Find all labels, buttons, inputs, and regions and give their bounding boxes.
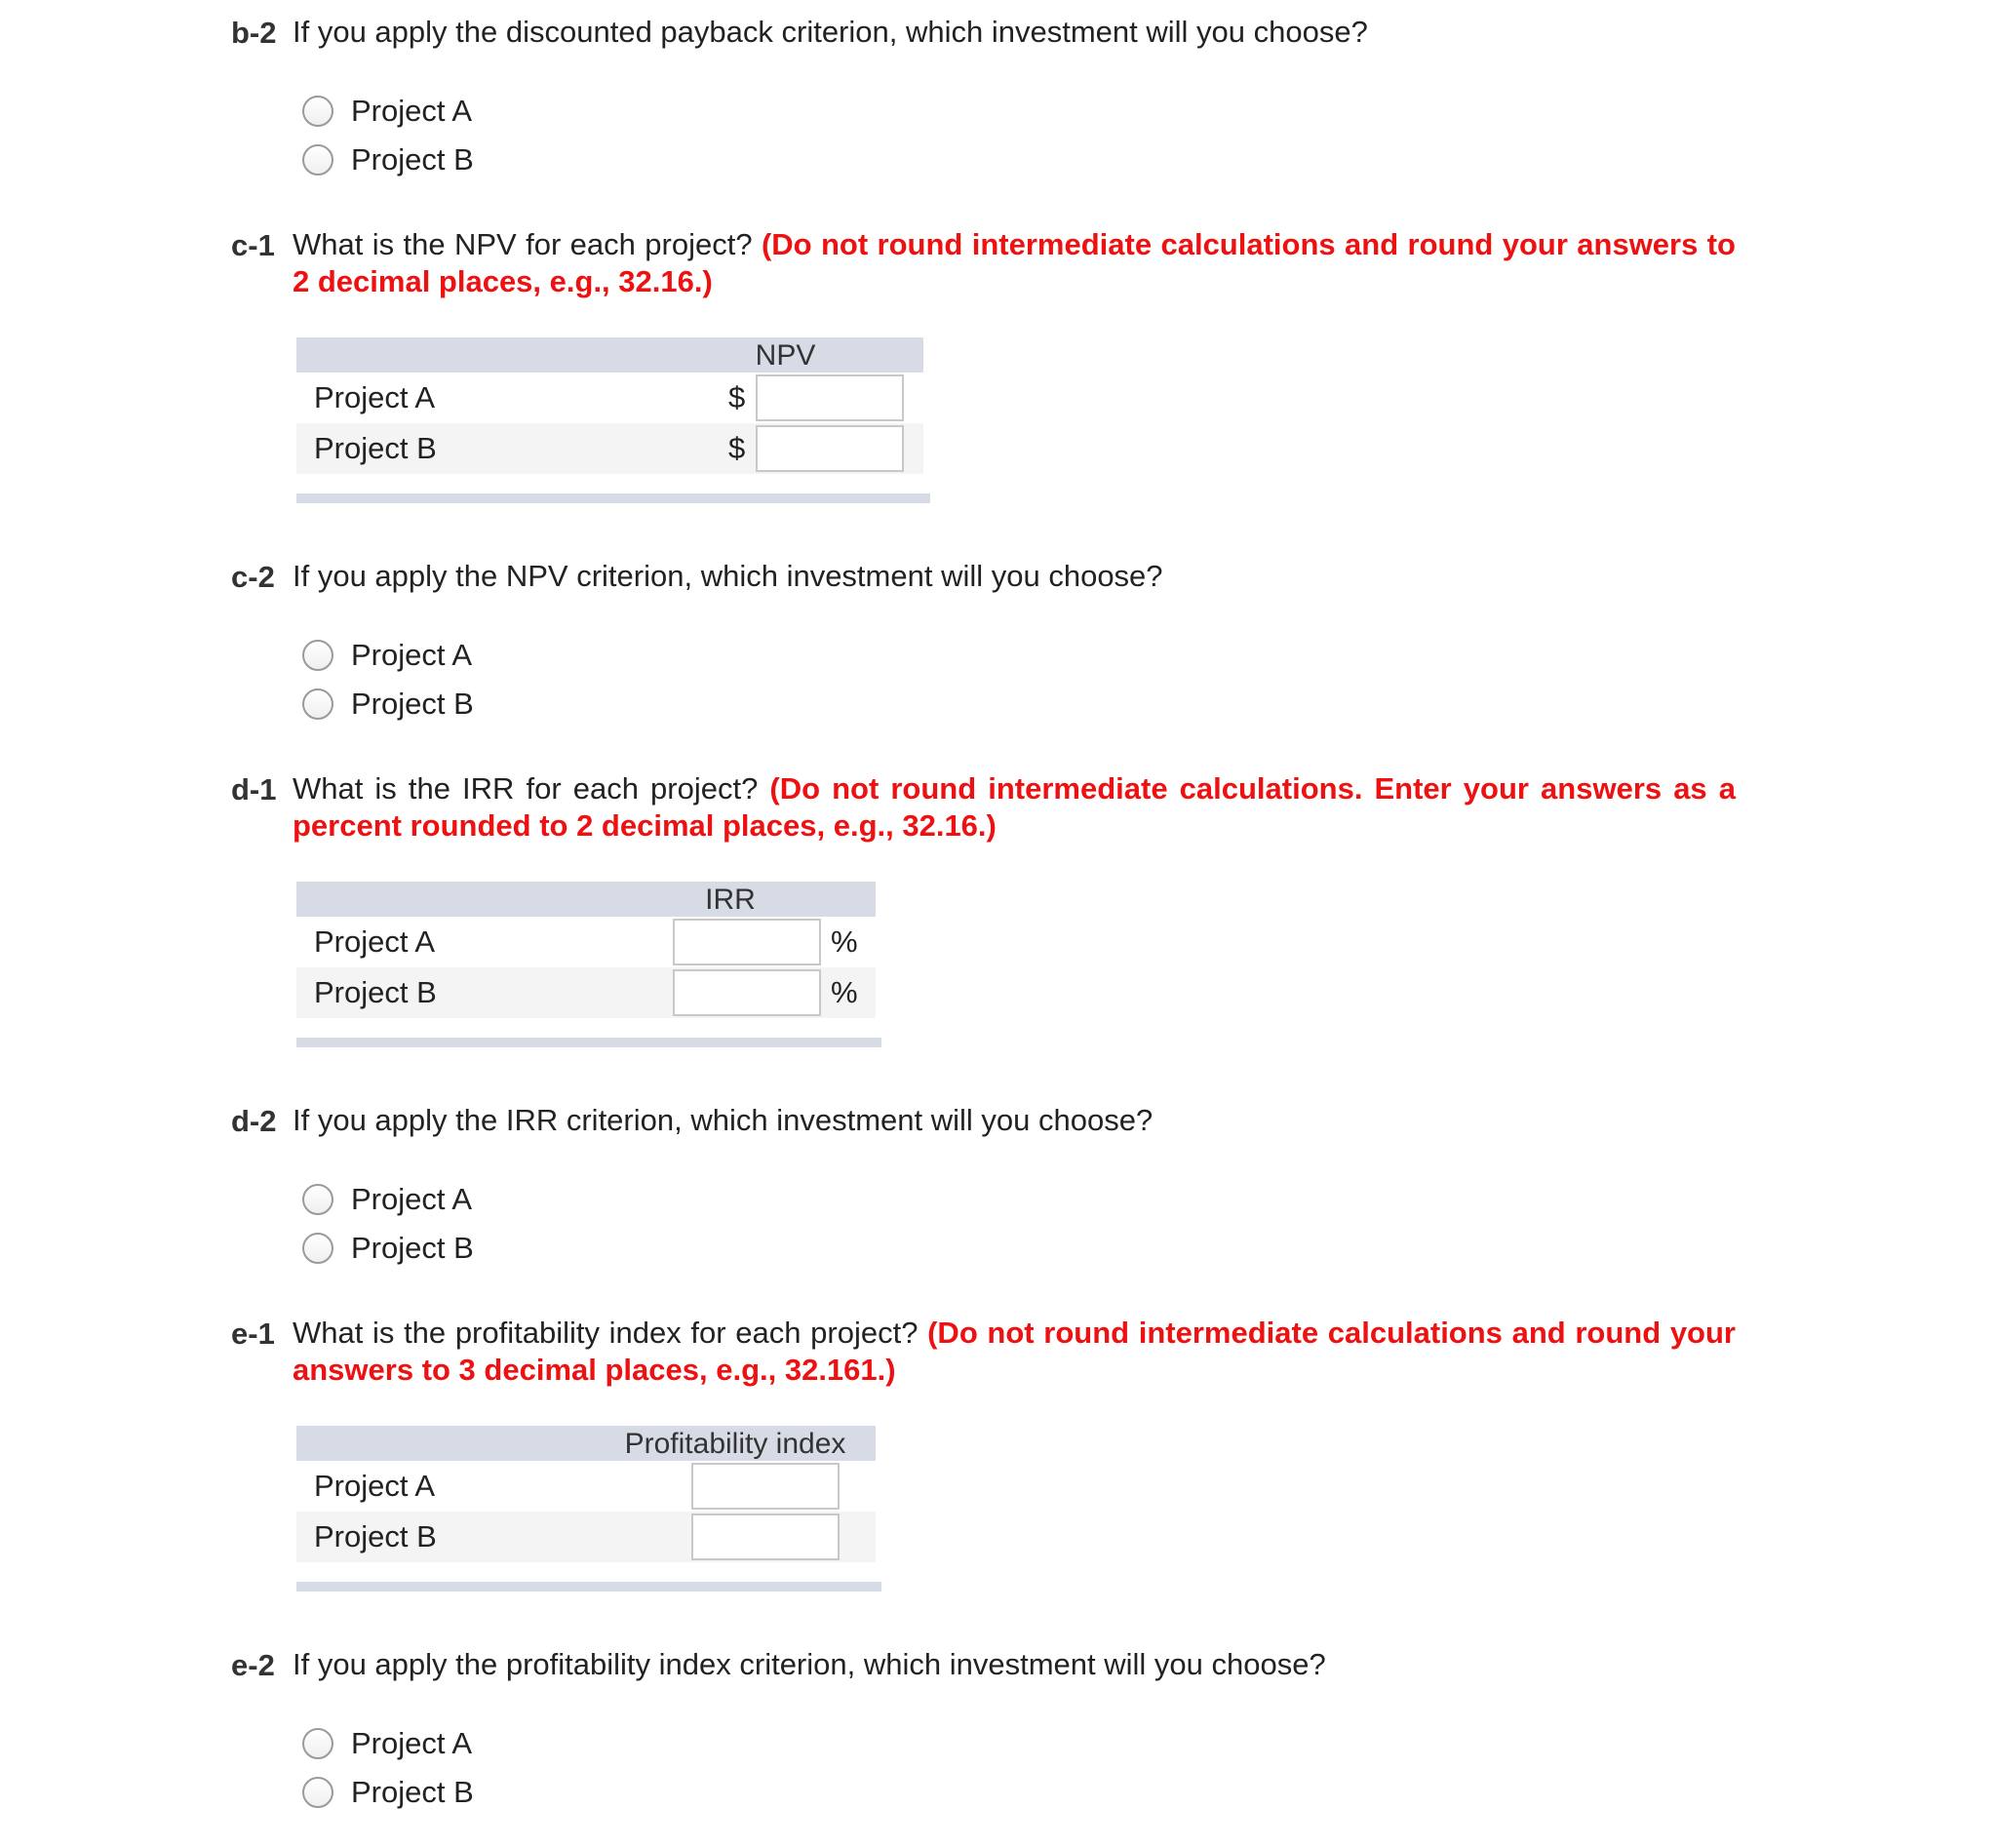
radio-label: Project A <box>351 638 473 672</box>
question-label-e2: e-2 <box>231 1648 275 1682</box>
column-header-irr: IRR <box>705 884 756 916</box>
radio-label: Project B <box>351 1775 474 1809</box>
radio-option-c2-project-a[interactable] <box>302 636 472 675</box>
radio-option-b2-project-a[interactable] <box>302 92 472 131</box>
question-label-c1: c-1 <box>231 228 275 262</box>
radio-button-icon[interactable] <box>302 640 333 671</box>
radio-option-d2-project-b[interactable] <box>302 1229 474 1268</box>
question-text-c2: If you apply the NPV criterion, which investment will you choose? <box>293 559 1163 593</box>
question-text: What is the NPV for each project? <box>293 227 753 261</box>
question-label-e1: e-1 <box>231 1317 275 1351</box>
radio-option-e2-project-a[interactable] <box>302 1724 472 1763</box>
row-label: Project B <box>314 1519 437 1553</box>
npv-input-project-b[interactable] <box>756 425 904 472</box>
radio-button-icon[interactable] <box>302 1777 333 1808</box>
pi-input-project-b[interactable] <box>691 1514 840 1560</box>
dollar-symbol: $ <box>728 380 746 414</box>
question-text: What is the IRR for each project? <box>293 771 759 806</box>
pi-input-project-a[interactable] <box>691 1463 840 1510</box>
instruction-text: (Do not round intermediate calculations and round your answers to 2 decimal places, e.g., 32.16.) <box>293 227 1736 298</box>
table-header <box>296 882 876 917</box>
npv-input-project-a[interactable] <box>756 374 904 421</box>
row-label: Project A <box>314 380 436 414</box>
question-label-d1: d-1 <box>231 772 277 806</box>
radio-option-e2-project-b[interactable] <box>302 1773 474 1812</box>
instruction-text: (Do not round intermediate calculations. Enter your answers as a percent rounded to 2 decimal places, e.g., 32.16.) <box>293 771 1736 843</box>
percent-symbol: % <box>831 975 858 1009</box>
table-footer-bar <box>296 493 930 503</box>
radio-label: Project B <box>351 142 474 177</box>
radio-button-icon[interactable] <box>302 1184 333 1215</box>
radio-button-icon[interactable] <box>302 1233 333 1264</box>
table-row <box>296 423 923 474</box>
table-row <box>296 373 923 423</box>
question-text-d1 <box>293 770 1736 845</box>
row-label: Project A <box>314 1469 436 1503</box>
irr-input-project-a[interactable] <box>673 919 821 965</box>
radio-button-icon[interactable] <box>302 144 333 176</box>
question-label-c2: c-2 <box>231 560 275 594</box>
row-label: Project B <box>314 975 437 1009</box>
radio-label: Project B <box>351 687 474 721</box>
column-header-profitability-index: Profitability index <box>624 1428 846 1460</box>
radio-button-icon[interactable] <box>302 96 333 127</box>
irr-input-project-b[interactable] <box>673 969 821 1016</box>
radio-option-b2-project-b[interactable] <box>302 140 474 179</box>
row-label: Project B <box>314 431 437 465</box>
question-text-d2: If you apply the IRR criterion, which investment will you choose? <box>293 1103 1154 1137</box>
percent-symbol: % <box>831 924 858 959</box>
radio-label: Project A <box>351 1726 473 1760</box>
radio-option-d2-project-a[interactable] <box>302 1180 472 1219</box>
question-text-c1 <box>293 226 1736 300</box>
question-text-e1 <box>293 1315 1736 1389</box>
table-row <box>296 1461 876 1512</box>
table-row <box>296 967 876 1018</box>
question-label-b2: b-2 <box>231 16 277 50</box>
radio-label: Project B <box>351 1231 474 1265</box>
question-text-b2: If you apply the discounted payback criterion, which investment will you choose? <box>293 15 1368 49</box>
radio-label: Project A <box>351 94 473 128</box>
row-label: Project A <box>314 924 436 959</box>
radio-label: Project A <box>351 1182 473 1216</box>
question-text: What is the profitability index for each project? <box>293 1316 919 1350</box>
question-text-e2: If you apply the profitability index criterion, which investment will you choose? <box>293 1647 1326 1681</box>
instruction-text: (Do not round intermediate calculations and round your answers to 3 decimal places, e.g., 32.161.) <box>293 1316 1736 1387</box>
table-footer-bar <box>296 1038 881 1047</box>
table-row <box>296 917 876 967</box>
radio-button-icon[interactable] <box>302 1728 333 1759</box>
radio-option-c2-project-b[interactable] <box>302 685 474 724</box>
question-label-d2: d-2 <box>231 1104 277 1138</box>
radio-button-icon[interactable] <box>302 688 333 720</box>
dollar-symbol: $ <box>728 431 746 465</box>
column-header-npv: NPV <box>755 339 816 372</box>
table-row <box>296 1512 876 1562</box>
table-footer-bar <box>296 1582 881 1592</box>
